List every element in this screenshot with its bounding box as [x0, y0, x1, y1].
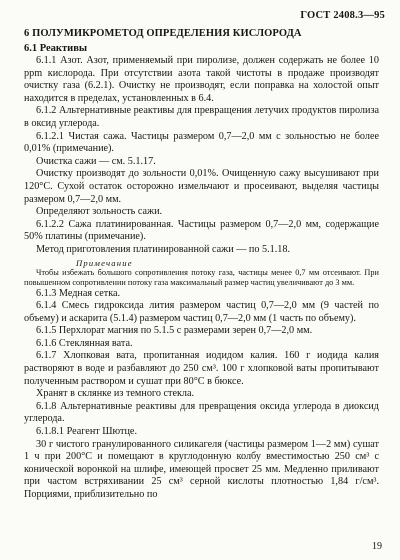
section-title: 6 ПОЛУМИКРОМЕТОД ОПРЕДЕЛЕНИЯ КИСЛОРОДА [24, 28, 302, 39]
page-number: 19 [372, 541, 382, 552]
paragraph-6-1-7: 6.1.7 Хлопковая вата, пропитанная иодидом калия. 160 г иодида калия растворяют в воде и разбавляют до 250 см³. 100 г хлопковой ваты пропитывают полученным раствором и сушат при 80°С в бюксе. [24, 350, 379, 387]
standard-designation: ГОСТ 2408.3—95 [300, 10, 385, 21]
page-body [24, 28, 379, 502]
paragraph-6-1-2: 6.1.2 Альтернативные реактивы для превращения летучих продуктов пиролиза в оксид углерода. [24, 105, 379, 129]
paragraph-soot-cleaning-ref: Очистка сажи — см. 5.1.17. [36, 155, 156, 167]
note-heading: Примечание [76, 257, 133, 268]
paragraph-6-1-5: 6.1.5 Перхлорат магния по 5.1.5 с размерами зерен 0,7—2,0 мм. [36, 325, 313, 337]
paragraph-6-1-2-2: 6.1.2.2 Сажа платинированная. Частицы размером 0,7—2,0 мм, содержащие 50% платины (примечание). [24, 218, 379, 243]
subsection-title: 6.1 Реактивы [24, 43, 88, 54]
paragraph-6-1-1: 6.1.1 Азот. Азот, применяемый при пиролизе, должен содержать не более 10 ppm кислорода. При отсутствии азота такой чистоты в продаже производят очистку газа (6.2.1). Очистку не производят, если поправка на холостой опыт находится в пределах, установленных в 6.4. [24, 55, 379, 104]
paragraph-6-1-6: 6.1.6 Стеклянная вата. [36, 337, 133, 349]
paragraph-6-1-2-1: 6.1.2.1 Чистая сажа. Частицы размером 0,7—2,0 мм с зольностью не более 0,01% (примечание). [24, 130, 379, 155]
paragraph-ash-content: Определяют зольность сажи. [36, 206, 163, 218]
paragraph-6-1-8: 6.1.8 Альтернативные реактивы для превращения оксида углерода в диоксид углерода. [24, 400, 379, 425]
note-text: Чтобы избежать большого сопротивления потоку газа, частицы менее 0,7 мм отсеивают. При повышенном сопротивлении потоку газа максимальный размер частиц увеличивают до 3 мм. [24, 267, 379, 287]
paragraph-schutze-prep: 30 г чистого гранулированного силикагеля (частицы размером 1—2 мм) сушат 1 ч при 200°С и помещают в круглодонную колбу вместимостью 250 см³ с конической воронкой на шлифе, имеющей просвет 25 мм. Медленно приливают при частом встряхивании 25 см³ серной кислоты плотностью 1,84 г/см³. Порциями, приблизительно по [24, 438, 379, 500]
paragraph-6-1-4: 6.1.4 Смесь гидроксида лития размером частиц 0,7—2,0 мм (9 частей по объему) и аскарита (5.1.4) размером частиц 0,7—2,0 мм (1 часть по объему). [24, 300, 379, 324]
paragraph-6-1-3: 6.1.3 Медная сетка. [36, 287, 121, 299]
paragraph-soot-cleaning: Очистку производят до зольности 0,01%. Очищенную сажу высушивают при 120°С. Сухой остаток осторожно измельчают и просеивают, выделяя частицы размером 0,7—2,0 мм. [24, 168, 379, 205]
paragraph-6-1-8-1: 6.1.8.1 Реагент Шютце. [36, 426, 138, 438]
paragraph-storage: Хранят в склянке из темного стекла. [36, 388, 195, 400]
paragraph-platinized-method: Метод приготовления платинированной сажи — по 5.1.18. [36, 243, 291, 255]
